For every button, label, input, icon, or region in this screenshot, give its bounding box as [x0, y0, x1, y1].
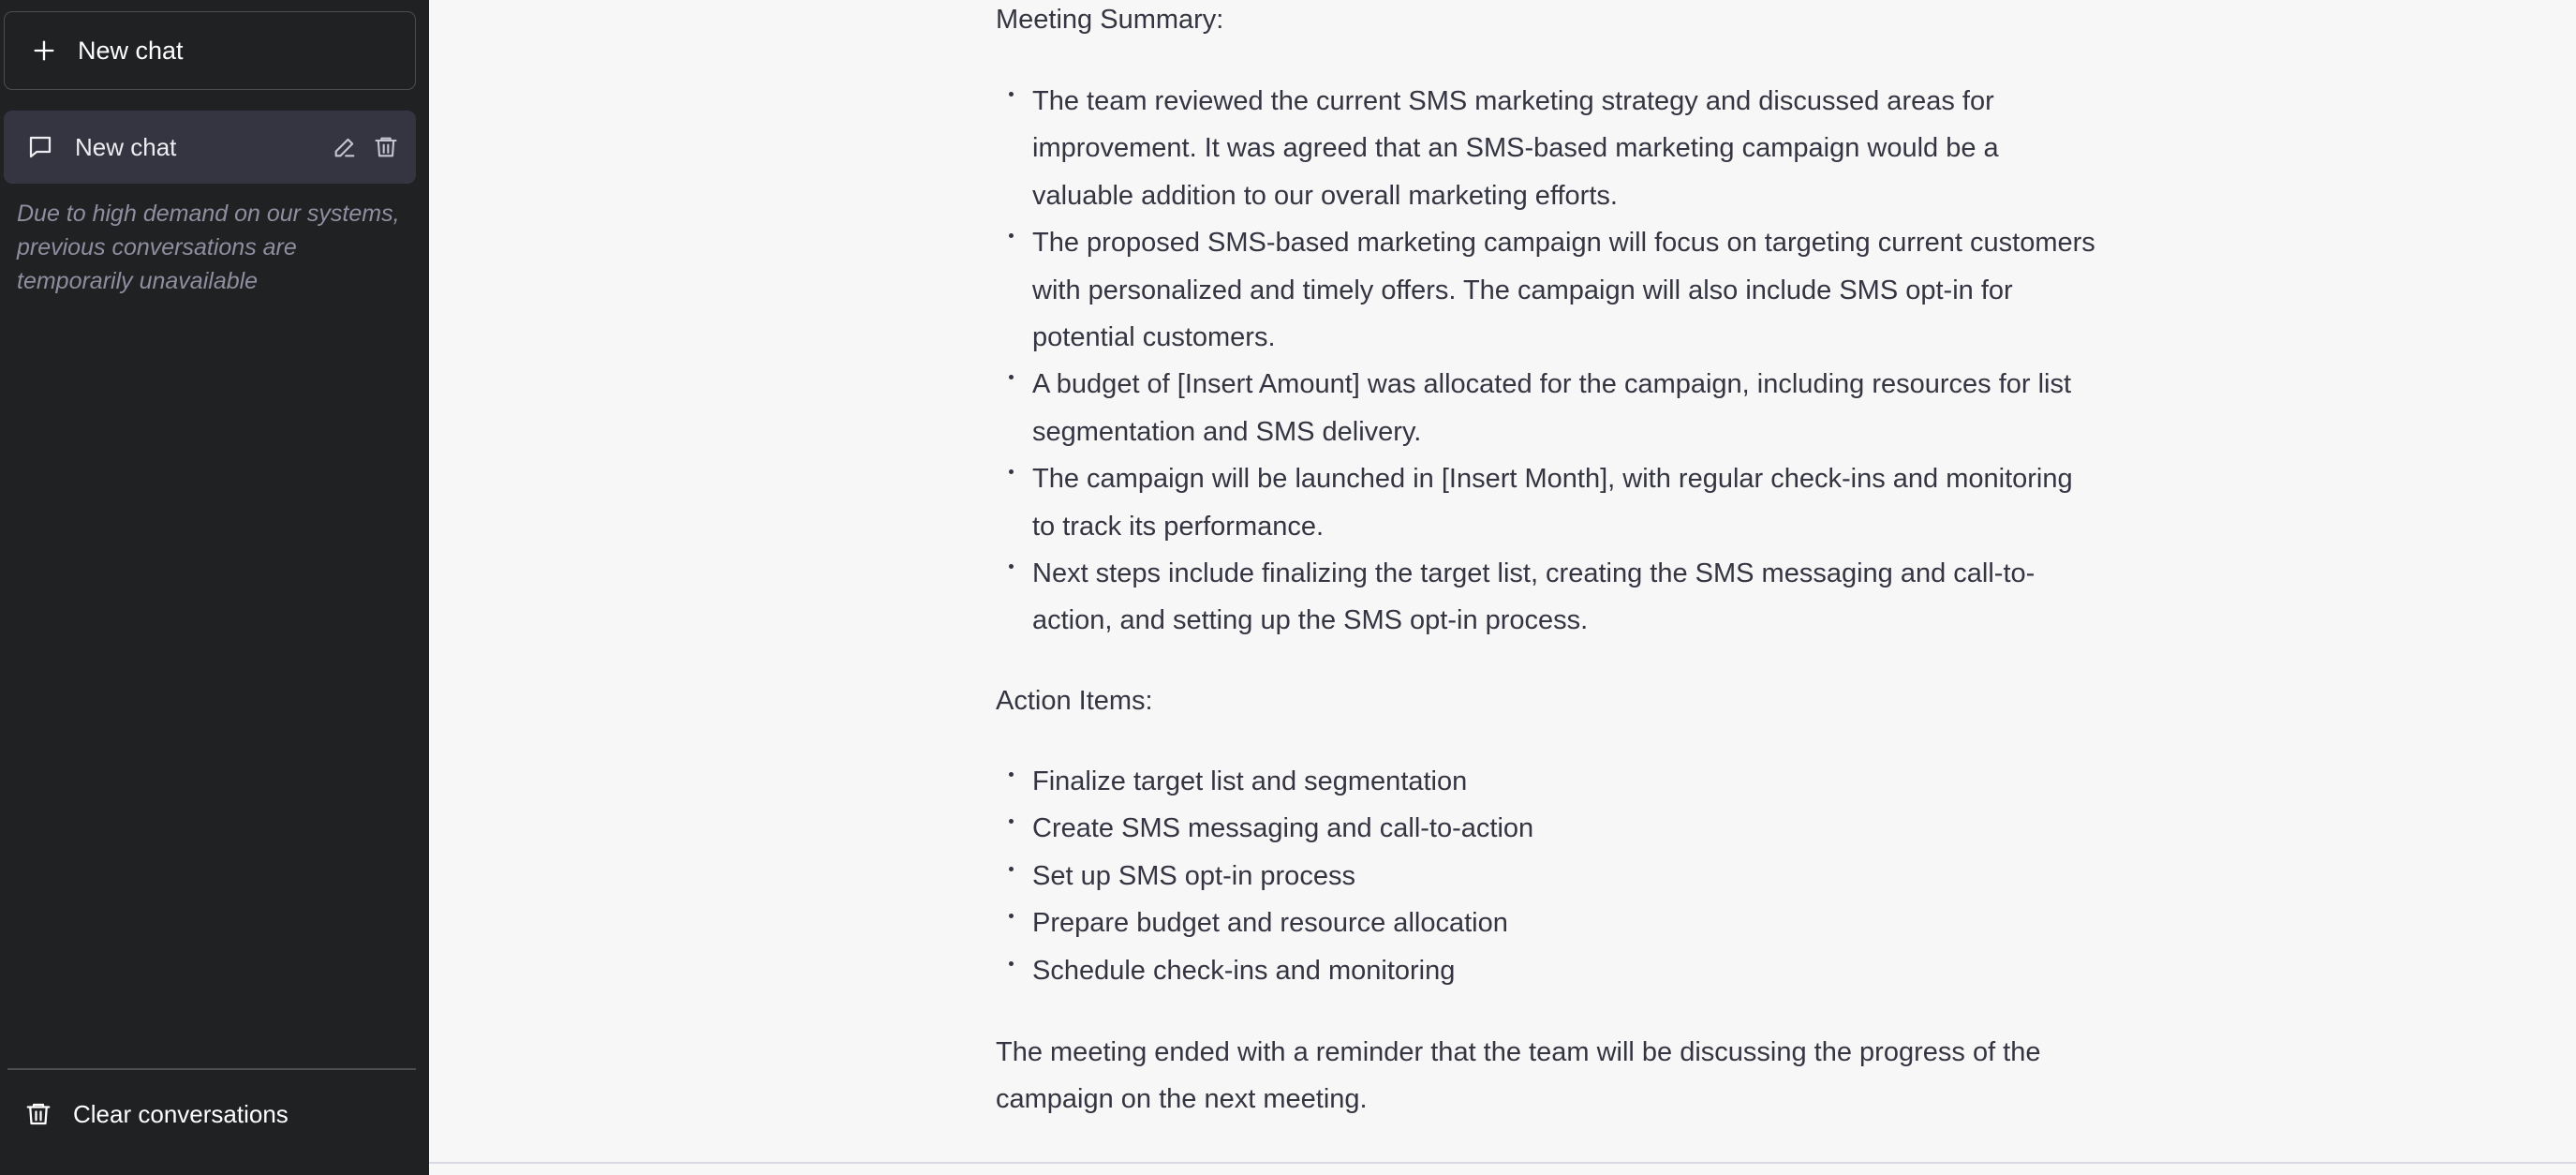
list-item: Finalize target list and segmentation — [996, 758, 2101, 805]
conversation-title: New chat — [75, 132, 177, 161]
list-item: Next steps include finalizing the target list, creating the SMS messaging and call-to-action, and setting up the SMS opt-in process. — [996, 550, 2101, 645]
list-item: Set up SMS opt-in process — [996, 853, 2101, 900]
trash-icon[interactable] — [371, 132, 401, 162]
summary-list — [996, 78, 2101, 645]
new-chat-label: New chat — [78, 36, 184, 65]
conversation-pane — [429, 0, 2576, 1175]
sidebar — [0, 0, 429, 1175]
sidebar-divider — [7, 1068, 416, 1070]
list-item: Prepare budget and resource allocation — [996, 900, 2101, 946]
trash-icon — [24, 1100, 52, 1128]
list-item: The proposed SMS-based marketing campaign will focus on targeting current customers with personalized and timely offers. The campaign will also include SMS opt-in for potential customers. — [996, 219, 2101, 361]
new-chat-button[interactable] — [4, 11, 416, 90]
list-item: The campaign will be launched in [Insert Month], with regular check-ins and monitoring to track its performance. — [996, 455, 2101, 550]
pencil-icon[interactable] — [330, 132, 360, 162]
divider — [429, 1162, 2576, 1164]
history-unavailable-note: Due to high demand on our systems, previous conversations are temporarily unavailable — [17, 201, 400, 294]
plus-icon — [31, 37, 57, 64]
closing-paragraph: The meeting ended with a reminder that the team will be discussing the progress of the campaign on the next meeting. — [996, 1037, 2041, 1114]
conversation-item[interactable] — [4, 111, 416, 184]
clear-conversations-button[interactable] — [4, 1083, 416, 1145]
action-items-list — [996, 758, 2101, 994]
clear-conversations-label: Clear conversations — [73, 1099, 289, 1128]
list-item: Schedule check-ins and monitoring — [996, 947, 2101, 994]
action-items-heading: Action Items: — [996, 686, 1153, 716]
list-item: The team reviewed the current SMS marketing strategy and discussed areas for improvement. It was agreed that an SMS-based marketing campaign would be a valuable addition to our overall marketing efforts. — [996, 78, 2101, 219]
list-item: A budget of [Insert Amount] was allocated for the campaign, including resources for list segmentation and SMS delivery. — [996, 361, 2101, 455]
meeting-summary-heading: Meeting Summary: — [996, 5, 1224, 35]
list-item: Create SMS messaging and call-to-action — [996, 805, 2101, 852]
chat-bubble-icon — [26, 133, 54, 161]
